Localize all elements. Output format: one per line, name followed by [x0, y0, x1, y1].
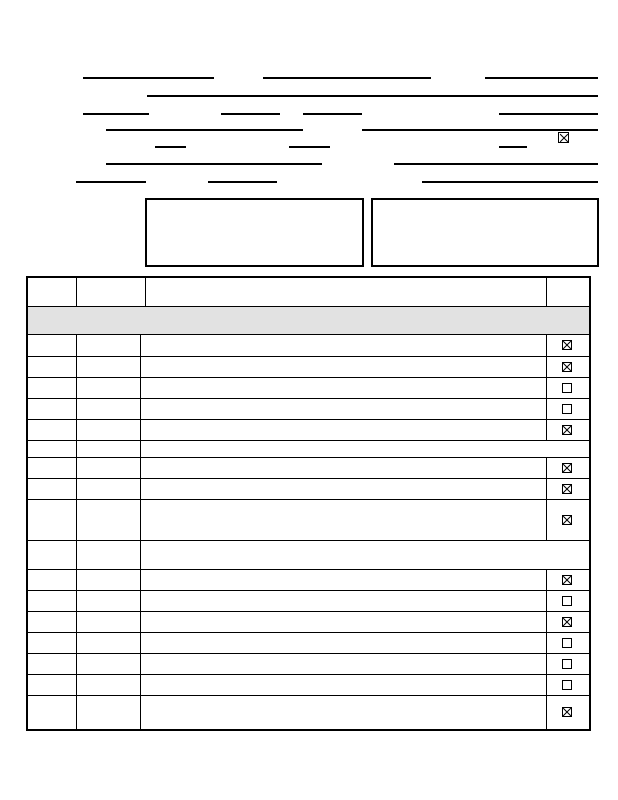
row-divider	[27, 695, 590, 696]
col-divider	[546, 653, 547, 674]
col-divider	[140, 356, 141, 377]
row-checkbox[interactable]	[562, 484, 572, 494]
col-divider	[76, 377, 77, 398]
row-checkbox[interactable]	[562, 575, 572, 585]
col-divider	[546, 611, 547, 632]
col-divider	[76, 478, 77, 499]
col-divider	[140, 457, 141, 478]
row-divider	[27, 440, 590, 441]
field-line[interactable]	[394, 163, 598, 165]
col-divider	[76, 674, 77, 695]
field-line[interactable]	[289, 146, 330, 148]
field-line[interactable]	[106, 163, 322, 165]
col-divider	[546, 695, 547, 729]
col-divider	[546, 632, 547, 653]
row-checkbox[interactable]	[562, 617, 572, 627]
col-divider	[546, 499, 547, 540]
row-checkbox[interactable]	[562, 425, 572, 435]
col-divider	[76, 569, 77, 590]
row-checkbox[interactable]	[562, 707, 572, 717]
field-line[interactable]	[106, 129, 303, 131]
row-divider	[27, 590, 590, 591]
col-divider	[546, 377, 547, 398]
col-divider	[140, 334, 141, 356]
col-divider	[546, 674, 547, 695]
col-divider	[546, 419, 547, 440]
field-line[interactable]	[303, 113, 362, 115]
col-divider	[140, 440, 141, 457]
row-divider	[27, 632, 590, 633]
row-divider	[27, 419, 590, 420]
row-checkbox[interactable]	[562, 680, 572, 690]
table-top-border	[26, 276, 591, 278]
col-divider	[76, 457, 77, 478]
row-divider	[27, 334, 590, 335]
row-checkbox[interactable]	[562, 362, 572, 372]
col-divider	[76, 419, 77, 440]
col-divider	[546, 398, 547, 419]
header-col-divider	[145, 277, 146, 306]
col-divider	[140, 398, 141, 419]
col-divider	[76, 540, 77, 569]
row-divider	[27, 499, 590, 500]
section-header-row	[27, 306, 590, 334]
field-line[interactable]	[263, 77, 431, 79]
row-divider	[27, 674, 590, 675]
col-divider	[140, 419, 141, 440]
row-checkbox[interactable]	[562, 463, 572, 473]
row-divider	[27, 377, 590, 378]
col-divider	[140, 674, 141, 695]
right-text-box[interactable]	[371, 198, 599, 267]
col-divider	[140, 478, 141, 499]
field-line[interactable]	[76, 181, 146, 183]
header-col-divider	[76, 277, 77, 306]
header-checkbox[interactable]	[558, 132, 569, 143]
row-divider	[27, 569, 590, 570]
row-checkbox[interactable]	[562, 383, 572, 393]
row-checkbox[interactable]	[562, 340, 572, 350]
row-divider	[27, 478, 590, 479]
field-line[interactable]	[155, 146, 186, 148]
field-line[interactable]	[83, 113, 149, 115]
col-divider	[546, 590, 547, 611]
header-col-divider	[546, 277, 547, 306]
col-divider	[140, 377, 141, 398]
col-divider	[76, 398, 77, 419]
row-divider	[27, 457, 590, 458]
field-line[interactable]	[362, 129, 598, 131]
col-divider	[546, 569, 547, 590]
col-divider	[140, 590, 141, 611]
row-divider	[27, 540, 590, 541]
col-divider	[76, 695, 77, 729]
col-divider	[546, 356, 547, 377]
col-divider	[140, 695, 141, 729]
col-divider	[546, 478, 547, 499]
field-line[interactable]	[221, 113, 280, 115]
col-divider	[76, 334, 77, 356]
row-divider	[27, 611, 590, 612]
row-checkbox[interactable]	[562, 596, 572, 606]
row-checkbox[interactable]	[562, 404, 572, 414]
row-divider	[27, 398, 590, 399]
col-divider	[76, 499, 77, 540]
field-line[interactable]	[147, 95, 598, 97]
left-text-box[interactable]	[145, 198, 364, 267]
col-divider	[140, 653, 141, 674]
col-divider	[140, 569, 141, 590]
row-checkbox[interactable]	[562, 515, 572, 525]
col-divider	[140, 540, 141, 569]
col-divider	[76, 356, 77, 377]
row-checkbox[interactable]	[562, 638, 572, 648]
row-divider	[27, 356, 590, 357]
field-line[interactable]	[499, 113, 598, 115]
field-line[interactable]	[422, 181, 598, 183]
col-divider	[76, 632, 77, 653]
row-divider	[27, 653, 590, 654]
col-divider	[140, 499, 141, 540]
col-divider	[140, 611, 141, 632]
col-divider	[546, 457, 547, 478]
table-bottom-border	[26, 729, 591, 731]
row-divider	[27, 306, 590, 307]
field-line[interactable]	[485, 77, 598, 79]
row-checkbox[interactable]	[562, 659, 572, 669]
table-right-border	[589, 276, 591, 731]
field-line[interactable]	[499, 146, 527, 148]
col-divider	[76, 590, 77, 611]
table-left-border	[26, 276, 28, 731]
field-line[interactable]	[208, 181, 277, 183]
col-divider	[546, 334, 547, 356]
col-divider	[76, 440, 77, 457]
col-divider	[76, 653, 77, 674]
col-divider	[140, 632, 141, 653]
field-line[interactable]	[83, 77, 214, 79]
col-divider	[76, 611, 77, 632]
